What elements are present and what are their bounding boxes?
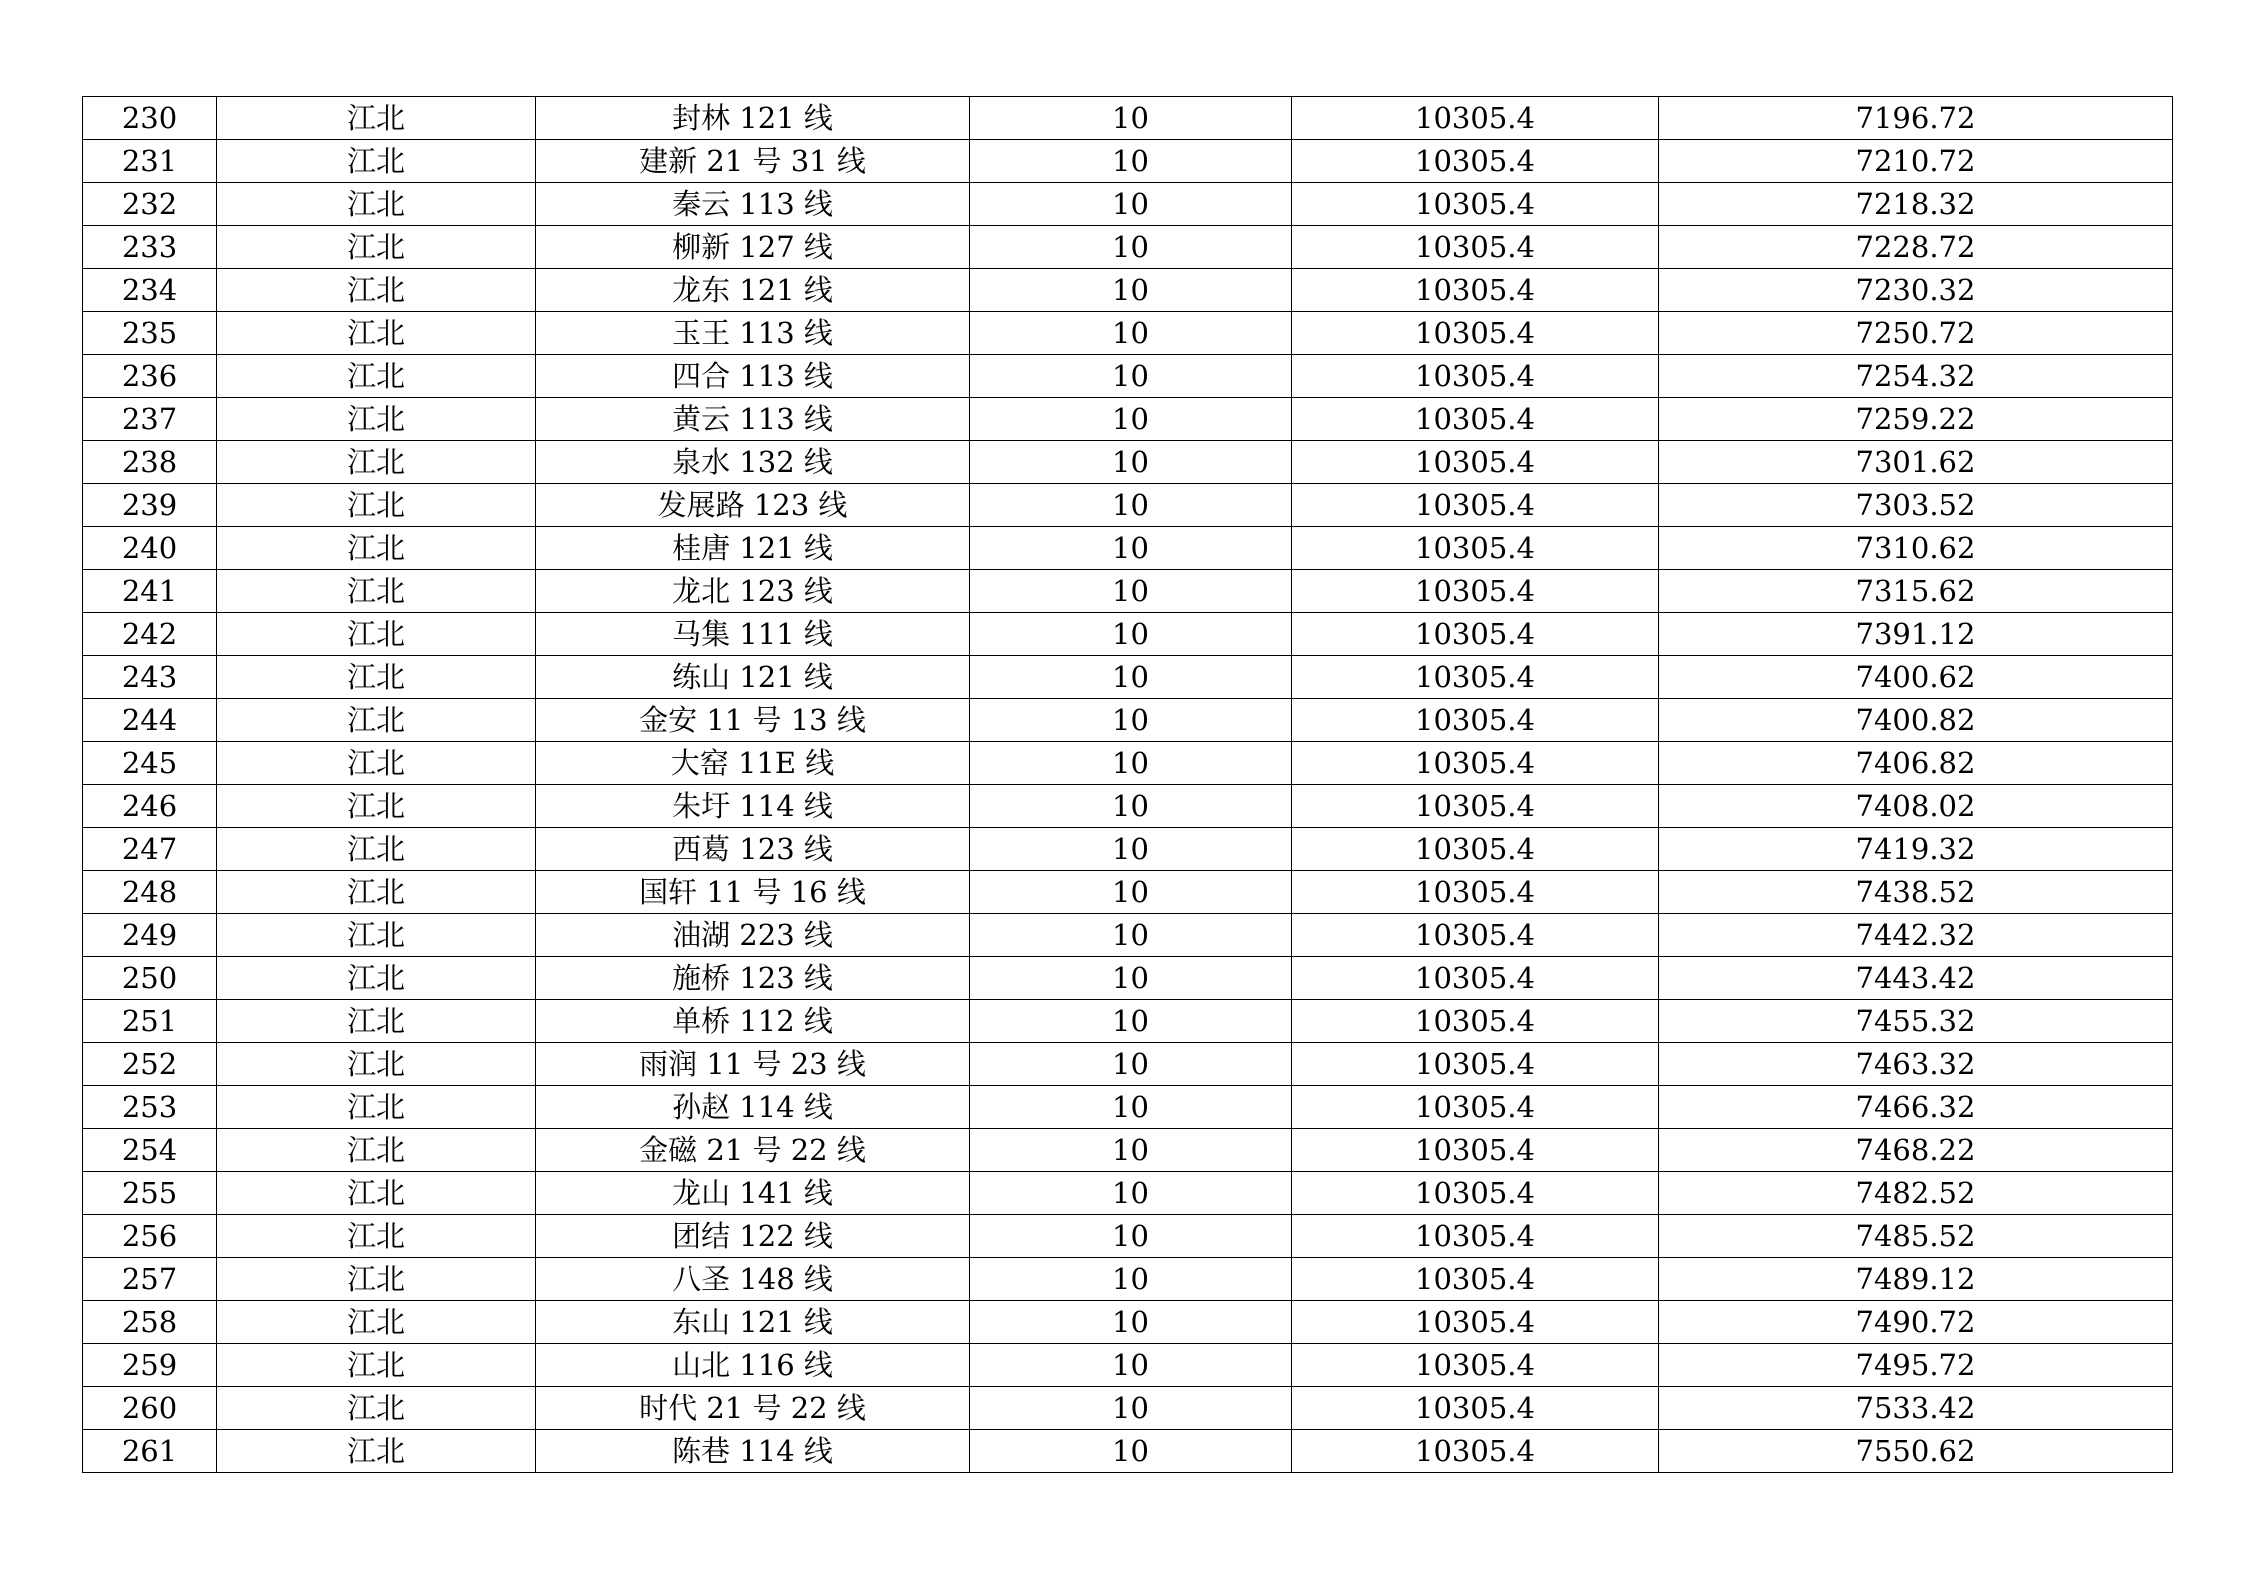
cell-row-number: 254	[83, 1129, 217, 1172]
cell-row-number: 240	[83, 527, 217, 570]
cell-row-number: 242	[83, 613, 217, 656]
cell-district: 江北	[217, 828, 536, 871]
cell-value: 7489.12	[1659, 1258, 2173, 1301]
cell-value: 7442.32	[1659, 914, 2173, 957]
cell-voltage: 10	[970, 1086, 1292, 1129]
cell-row-number: 257	[83, 1258, 217, 1301]
cell-voltage: 10	[970, 226, 1292, 269]
cell-value: 7408.02	[1659, 785, 2173, 828]
cell-row-number: 233	[83, 226, 217, 269]
cell-row-number: 231	[83, 140, 217, 183]
cell-line-name: 金磁 21 号 22 线	[536, 1129, 970, 1172]
cell-voltage: 10	[970, 957, 1292, 1000]
cell-capacity: 10305.4	[1292, 1086, 1659, 1129]
cell-value: 7438.52	[1659, 871, 2173, 914]
cell-line-name: 八圣 148 线	[536, 1258, 970, 1301]
cell-district: 江北	[217, 1301, 536, 1344]
table-row	[83, 1086, 2173, 1129]
cell-district: 江北	[217, 1172, 536, 1215]
table-body	[83, 97, 2173, 1473]
cell-value: 7482.52	[1659, 1172, 2173, 1215]
cell-voltage: 10	[970, 828, 1292, 871]
cell-line-name: 桂唐 121 线	[536, 527, 970, 570]
cell-district: 江北	[217, 957, 536, 1000]
table-row	[83, 1258, 2173, 1301]
cell-row-number: 256	[83, 1215, 217, 1258]
cell-capacity: 10305.4	[1292, 914, 1659, 957]
table-row	[83, 140, 2173, 183]
table-row	[83, 699, 2173, 742]
cell-line-name: 龙东 121 线	[536, 269, 970, 312]
cell-row-number: 245	[83, 742, 217, 785]
cell-voltage: 10	[970, 312, 1292, 355]
cell-capacity: 10305.4	[1292, 1172, 1659, 1215]
table-row	[83, 1000, 2173, 1043]
cell-voltage: 10	[970, 527, 1292, 570]
cell-voltage: 10	[970, 914, 1292, 957]
cell-voltage: 10	[970, 97, 1292, 140]
cell-value: 7400.82	[1659, 699, 2173, 742]
cell-line-name: 单桥 112 线	[536, 1000, 970, 1043]
cell-line-name: 东山 121 线	[536, 1301, 970, 1344]
cell-line-name: 龙山 141 线	[536, 1172, 970, 1215]
cell-line-name: 朱圩 114 线	[536, 785, 970, 828]
table-row	[83, 355, 2173, 398]
cell-capacity: 10305.4	[1292, 226, 1659, 269]
cell-capacity: 10305.4	[1292, 613, 1659, 656]
cell-district: 江北	[217, 527, 536, 570]
cell-voltage: 10	[970, 656, 1292, 699]
cell-row-number: 232	[83, 183, 217, 226]
cell-capacity: 10305.4	[1292, 398, 1659, 441]
cell-line-name: 时代 21 号 22 线	[536, 1387, 970, 1430]
cell-value: 7550.62	[1659, 1430, 2173, 1473]
cell-capacity: 10305.4	[1292, 1215, 1659, 1258]
cell-capacity: 10305.4	[1292, 527, 1659, 570]
table-row	[83, 828, 2173, 871]
cell-value: 7210.72	[1659, 140, 2173, 183]
cell-district: 江北	[217, 226, 536, 269]
cell-capacity: 10305.4	[1292, 97, 1659, 140]
cell-value: 7230.32	[1659, 269, 2173, 312]
cell-line-name: 孙赵 114 线	[536, 1086, 970, 1129]
cell-district: 江北	[217, 183, 536, 226]
data-table	[82, 96, 2173, 1473]
cell-capacity: 10305.4	[1292, 785, 1659, 828]
cell-line-name: 团结 122 线	[536, 1215, 970, 1258]
table-row	[83, 1430, 2173, 1473]
cell-district: 江北	[217, 1043, 536, 1086]
cell-district: 江北	[217, 1215, 536, 1258]
cell-voltage: 10	[970, 398, 1292, 441]
cell-district: 江北	[217, 1000, 536, 1043]
cell-line-name: 雨润 11 号 23 线	[536, 1043, 970, 1086]
cell-district: 江北	[217, 312, 536, 355]
table-row	[83, 1172, 2173, 1215]
cell-line-name: 西葛 123 线	[536, 828, 970, 871]
cell-voltage: 10	[970, 871, 1292, 914]
cell-voltage: 10	[970, 1301, 1292, 1344]
cell-capacity: 10305.4	[1292, 1430, 1659, 1473]
cell-row-number: 246	[83, 785, 217, 828]
cell-voltage: 10	[970, 613, 1292, 656]
table-row	[83, 1043, 2173, 1086]
cell-row-number: 239	[83, 484, 217, 527]
table-row	[83, 312, 2173, 355]
cell-line-name: 四合 113 线	[536, 355, 970, 398]
cell-capacity: 10305.4	[1292, 269, 1659, 312]
cell-row-number: 244	[83, 699, 217, 742]
cell-value: 7455.32	[1659, 1000, 2173, 1043]
cell-district: 江北	[217, 140, 536, 183]
table-row	[83, 441, 2173, 484]
cell-value: 7466.32	[1659, 1086, 2173, 1129]
cell-value: 7485.52	[1659, 1215, 2173, 1258]
cell-line-name: 油湖 223 线	[536, 914, 970, 957]
cell-value: 7419.32	[1659, 828, 2173, 871]
cell-value: 7315.62	[1659, 570, 2173, 613]
table-row	[83, 613, 2173, 656]
cell-row-number: 253	[83, 1086, 217, 1129]
table-row	[83, 914, 2173, 957]
cell-capacity: 10305.4	[1292, 742, 1659, 785]
cell-district: 江北	[217, 1430, 536, 1473]
cell-row-number: 252	[83, 1043, 217, 1086]
cell-district: 江北	[217, 570, 536, 613]
cell-capacity: 10305.4	[1292, 312, 1659, 355]
cell-voltage: 10	[970, 140, 1292, 183]
cell-line-name: 建新 21 号 31 线	[536, 140, 970, 183]
cell-line-name: 金安 11 号 13 线	[536, 699, 970, 742]
table-row	[83, 226, 2173, 269]
cell-row-number: 258	[83, 1301, 217, 1344]
cell-district: 江北	[217, 355, 536, 398]
cell-voltage: 10	[970, 484, 1292, 527]
cell-line-name: 秦云 113 线	[536, 183, 970, 226]
cell-capacity: 10305.4	[1292, 656, 1659, 699]
cell-line-name: 陈巷 114 线	[536, 1430, 970, 1473]
cell-district: 江北	[217, 1387, 536, 1430]
cell-voltage: 10	[970, 269, 1292, 312]
cell-row-number: 234	[83, 269, 217, 312]
cell-voltage: 10	[970, 1258, 1292, 1301]
cell-capacity: 10305.4	[1292, 1344, 1659, 1387]
cell-value: 7495.72	[1659, 1344, 2173, 1387]
cell-line-name: 柳新 127 线	[536, 226, 970, 269]
cell-row-number: 247	[83, 828, 217, 871]
data-table-container	[82, 96, 2172, 1473]
cell-voltage: 10	[970, 1043, 1292, 1086]
cell-row-number: 237	[83, 398, 217, 441]
cell-value: 7259.22	[1659, 398, 2173, 441]
cell-value: 7443.42	[1659, 957, 2173, 1000]
cell-row-number: 238	[83, 441, 217, 484]
cell-row-number: 243	[83, 656, 217, 699]
cell-capacity: 10305.4	[1292, 957, 1659, 1000]
cell-district: 江北	[217, 699, 536, 742]
cell-value: 7250.72	[1659, 312, 2173, 355]
cell-value: 7218.32	[1659, 183, 2173, 226]
table-row	[83, 742, 2173, 785]
cell-line-name: 泉水 132 线	[536, 441, 970, 484]
table-row	[83, 97, 2173, 140]
cell-row-number: 248	[83, 871, 217, 914]
cell-line-name: 封林 121 线	[536, 97, 970, 140]
cell-value: 7301.62	[1659, 441, 2173, 484]
cell-district: 江北	[217, 269, 536, 312]
cell-line-name: 发展路 123 线	[536, 484, 970, 527]
cell-voltage: 10	[970, 183, 1292, 226]
cell-voltage: 10	[970, 699, 1292, 742]
cell-line-name: 山北 116 线	[536, 1344, 970, 1387]
cell-district: 江北	[217, 1129, 536, 1172]
cell-value: 7303.52	[1659, 484, 2173, 527]
table-row	[83, 957, 2173, 1000]
cell-voltage: 10	[970, 441, 1292, 484]
table-row	[83, 785, 2173, 828]
cell-row-number: 235	[83, 312, 217, 355]
cell-row-number: 250	[83, 957, 217, 1000]
table-row	[83, 269, 2173, 312]
cell-district: 江北	[217, 742, 536, 785]
cell-district: 江北	[217, 484, 536, 527]
cell-capacity: 10305.4	[1292, 871, 1659, 914]
cell-line-name: 龙北 123 线	[536, 570, 970, 613]
cell-district: 江北	[217, 871, 536, 914]
table-row	[83, 871, 2173, 914]
cell-value: 7406.82	[1659, 742, 2173, 785]
cell-line-name: 大窑 11E 线	[536, 742, 970, 785]
cell-voltage: 10	[970, 1387, 1292, 1430]
cell-capacity: 10305.4	[1292, 355, 1659, 398]
table-row	[83, 570, 2173, 613]
cell-value: 7490.72	[1659, 1301, 2173, 1344]
cell-district: 江北	[217, 1344, 536, 1387]
cell-row-number: 260	[83, 1387, 217, 1430]
cell-district: 江北	[217, 97, 536, 140]
table-row	[83, 183, 2173, 226]
cell-value: 7533.42	[1659, 1387, 2173, 1430]
cell-capacity: 10305.4	[1292, 1043, 1659, 1086]
cell-value: 7254.32	[1659, 355, 2173, 398]
cell-voltage: 10	[970, 742, 1292, 785]
cell-capacity: 10305.4	[1292, 828, 1659, 871]
cell-line-name: 国轩 11 号 16 线	[536, 871, 970, 914]
cell-capacity: 10305.4	[1292, 699, 1659, 742]
cell-line-name: 马集 111 线	[536, 613, 970, 656]
cell-row-number: 236	[83, 355, 217, 398]
cell-row-number: 241	[83, 570, 217, 613]
cell-value: 7310.62	[1659, 527, 2173, 570]
cell-value: 7468.22	[1659, 1129, 2173, 1172]
cell-voltage: 10	[970, 1000, 1292, 1043]
cell-capacity: 10305.4	[1292, 1000, 1659, 1043]
cell-capacity: 10305.4	[1292, 1129, 1659, 1172]
cell-value: 7400.62	[1659, 656, 2173, 699]
table-row	[83, 656, 2173, 699]
cell-district: 江北	[217, 1258, 536, 1301]
cell-row-number: 261	[83, 1430, 217, 1473]
table-row	[83, 1129, 2173, 1172]
cell-voltage: 10	[970, 1215, 1292, 1258]
cell-district: 江北	[217, 613, 536, 656]
cell-district: 江北	[217, 785, 536, 828]
cell-capacity: 10305.4	[1292, 441, 1659, 484]
cell-line-name: 施桥 123 线	[536, 957, 970, 1000]
table-row	[83, 484, 2173, 527]
table-row	[83, 1344, 2173, 1387]
cell-voltage: 10	[970, 1430, 1292, 1473]
cell-row-number: 251	[83, 1000, 217, 1043]
table-row	[83, 1215, 2173, 1258]
cell-value: 7196.72	[1659, 97, 2173, 140]
cell-district: 江北	[217, 398, 536, 441]
cell-row-number: 230	[83, 97, 217, 140]
cell-capacity: 10305.4	[1292, 140, 1659, 183]
cell-district: 江北	[217, 914, 536, 957]
cell-value: 7228.72	[1659, 226, 2173, 269]
cell-row-number: 249	[83, 914, 217, 957]
cell-district: 江北	[217, 656, 536, 699]
cell-row-number: 259	[83, 1344, 217, 1387]
cell-voltage: 10	[970, 1172, 1292, 1215]
cell-district: 江北	[217, 441, 536, 484]
table-row	[83, 398, 2173, 441]
cell-voltage: 10	[970, 355, 1292, 398]
cell-voltage: 10	[970, 570, 1292, 613]
cell-capacity: 10305.4	[1292, 1258, 1659, 1301]
cell-voltage: 10	[970, 785, 1292, 828]
table-row	[83, 1301, 2173, 1344]
cell-capacity: 10305.4	[1292, 183, 1659, 226]
cell-voltage: 10	[970, 1129, 1292, 1172]
table-row	[83, 527, 2173, 570]
cell-capacity: 10305.4	[1292, 570, 1659, 613]
cell-capacity: 10305.4	[1292, 1301, 1659, 1344]
cell-value: 7463.32	[1659, 1043, 2173, 1086]
cell-value: 7391.12	[1659, 613, 2173, 656]
cell-district: 江北	[217, 1086, 536, 1129]
table-row	[83, 1387, 2173, 1430]
cell-line-name: 练山 121 线	[536, 656, 970, 699]
cell-row-number: 255	[83, 1172, 217, 1215]
cell-line-name: 黄云 113 线	[536, 398, 970, 441]
cell-voltage: 10	[970, 1344, 1292, 1387]
cell-line-name: 玉王 113 线	[536, 312, 970, 355]
cell-capacity: 10305.4	[1292, 484, 1659, 527]
cell-capacity: 10305.4	[1292, 1387, 1659, 1430]
